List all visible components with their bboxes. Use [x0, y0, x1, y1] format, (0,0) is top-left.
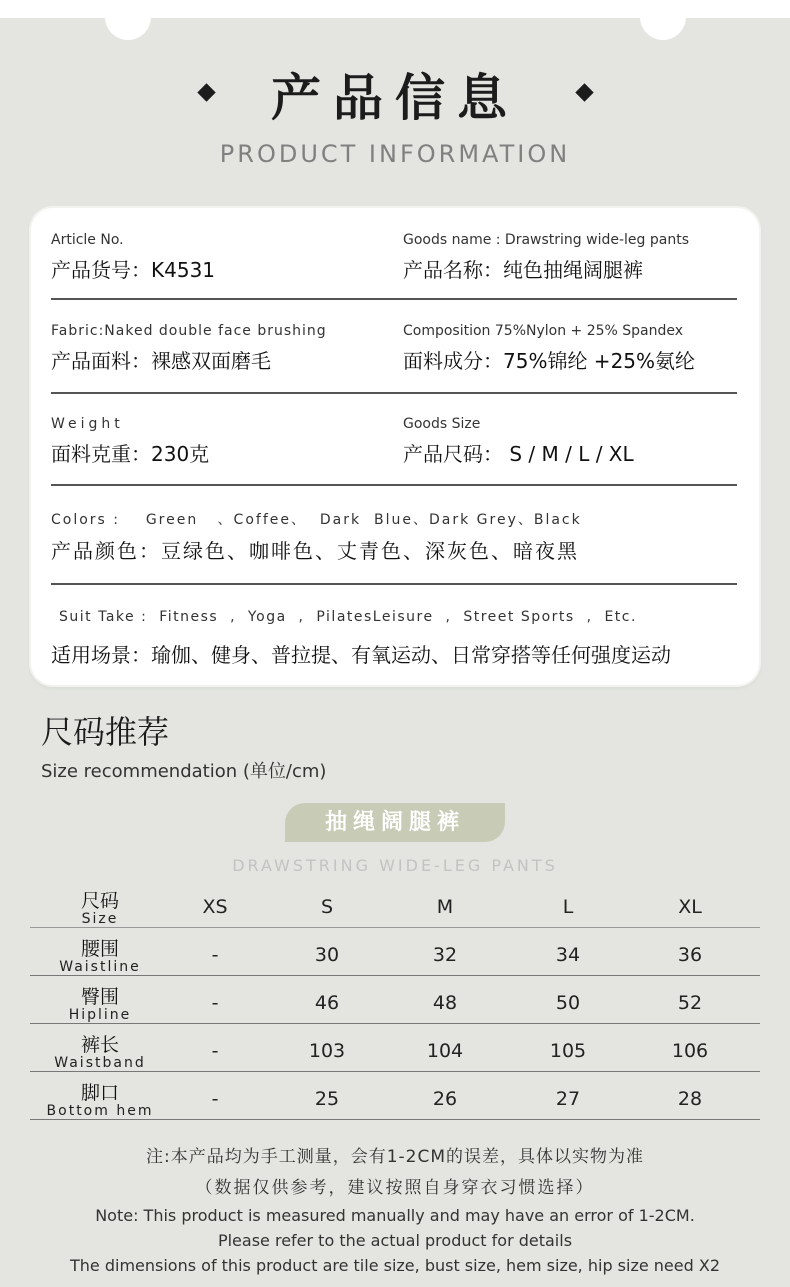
table-cell: 48 — [432, 992, 458, 1014]
row-label — [30, 934, 170, 975]
table-cell: 106 — [671, 1040, 709, 1062]
goods-name-value: 产品名称：纯色抽绳阔腿裤 — [403, 258, 643, 282]
product-name-en: DRAWSTRING WIDE-LEG PANTS — [232, 856, 558, 875]
table-cell: 103 — [308, 1040, 346, 1062]
fabric-value: 产品面料：裸感双面磨毛 — [51, 349, 271, 373]
row-label-en: Waistband — [54, 1055, 146, 1071]
table-cell: 26 — [432, 1088, 458, 1110]
size-section-title: 尺码推荐 — [41, 713, 170, 751]
row-label-en: Size — [81, 911, 119, 927]
table-row — [30, 1072, 760, 1120]
row-label-cn: 脚口 — [80, 1082, 119, 1104]
colors-label-en: Colors : Green 、Coffee、 Dark Blue、Dark Grey、Black — [51, 512, 582, 528]
table-cell: - — [211, 1040, 219, 1062]
row-label-cn: 尺码 — [80, 890, 119, 912]
table-cell: 28 — [677, 1088, 703, 1110]
note-cn-line-1: 注:本产品均为手工测量，会有1-2CM的误差，具体以实物为准 — [145, 1147, 645, 1167]
table-cell: - — [211, 1088, 219, 1110]
page-subtitle: PRODUCT INFORMATION — [219, 140, 571, 168]
colors-field — [51, 509, 582, 564]
table-cell: 36 — [677, 944, 703, 966]
goods-size-field — [403, 416, 634, 467]
top-decor-circle-left — [105, 0, 151, 40]
fabric-field — [51, 323, 327, 374]
goods-size-value: 产品尺码： S / M / L / XL — [403, 442, 634, 466]
row-label — [30, 1030, 170, 1071]
divider — [51, 298, 737, 300]
row-label-en: Hipline — [68, 1007, 132, 1023]
note-en-line-1: Note: This product is measured manually and may have an error of 1-2CM. — [95, 1206, 695, 1225]
table-cell: 46 — [314, 992, 340, 1014]
divider — [51, 484, 737, 486]
row-label-en: Waistline — [59, 959, 141, 975]
table-cell: - — [211, 944, 219, 966]
row-label — [30, 982, 170, 1023]
size-header-cell: L — [562, 896, 574, 918]
note-cn-line-2: （数据仅供参考，建议按照自身穿衣习惯选择） — [195, 1178, 595, 1198]
size-table — [30, 880, 760, 1120]
weight-value: 面料克重：230克 — [51, 442, 210, 466]
size-header-cell: M — [436, 896, 454, 918]
table-cell: 50 — [555, 992, 581, 1014]
table-cell: 105 — [549, 1040, 587, 1062]
goods-name-label-en: Goods name : Drawstring wide-leg pants — [403, 232, 689, 248]
page-title: 产品信息 — [271, 69, 519, 127]
weight-label-en: Weight — [51, 416, 124, 432]
row-label — [30, 1078, 170, 1119]
weight-field — [51, 416, 209, 467]
table-cell: 30 — [314, 944, 340, 966]
suit-label-en: Suit Take : Fitness , Yoga , PilatesLeisure , Street Sports , Etc. — [59, 609, 637, 625]
table-row — [30, 1024, 760, 1072]
table-cell: 34 — [555, 944, 581, 966]
row-label — [30, 886, 170, 927]
table-cell: 25 — [314, 1088, 340, 1110]
colors-value: 产品颜色：豆绿色、咖啡色、丈青色、深灰色、暗夜黑 — [51, 539, 579, 563]
composition-label-en: Composition 75%Nylon + 25% Spandex — [403, 323, 684, 339]
size-section-subtitle: Size recommendation (单位/cm) — [41, 761, 327, 782]
row-label-cn: 臀围 — [80, 986, 119, 1008]
note-en-line-3: The dimensions of this product are tile size, bust size, hem size, hip size need X2 — [70, 1256, 720, 1275]
divider — [51, 392, 737, 394]
size-header-cell: XL — [678, 896, 702, 918]
size-header-cell: S — [320, 896, 334, 918]
table-cell: 27 — [555, 1088, 581, 1110]
composition-field — [403, 323, 695, 374]
product-info-card — [31, 208, 759, 685]
table-cell: 32 — [432, 944, 458, 966]
size-table-header — [30, 880, 760, 928]
article-value: 产品货号：K4531 — [51, 258, 216, 282]
suit-value-wrap — [51, 633, 671, 668]
divider — [51, 583, 737, 585]
composition-value: 面料成分：75%锦纶 +25%氨纶 — [403, 349, 696, 373]
article-label-en: Article No. — [51, 232, 124, 248]
row-label-en: Bottom hem — [46, 1103, 154, 1119]
size-header-cell: XS — [202, 896, 228, 918]
table-row — [30, 976, 760, 1024]
table-cell: - — [211, 992, 219, 1014]
top-decor-circle-right — [640, 0, 686, 40]
goods-size-label-en: Goods Size — [403, 416, 481, 432]
suit-value: 适用场景：瑜伽、健身、普拉提、有氧运动、日常穿搭等任何强度运动 — [51, 643, 671, 667]
table-cell: 104 — [426, 1040, 464, 1062]
table-row — [30, 928, 760, 976]
note-en-line-2: Please refer to the actual product for details — [217, 1231, 573, 1250]
article-field — [51, 232, 215, 283]
product-name-pill: 抽绳阔腿裤 — [285, 803, 505, 842]
suit-field — [59, 609, 637, 625]
goods-name-field — [403, 232, 689, 283]
fabric-label-en: Fabric:Naked double face brushing — [51, 323, 327, 339]
row-label-cn: 腰围 — [80, 938, 119, 960]
table-cell: 52 — [677, 992, 703, 1014]
row-label-cn: 裤长 — [80, 1034, 119, 1056]
